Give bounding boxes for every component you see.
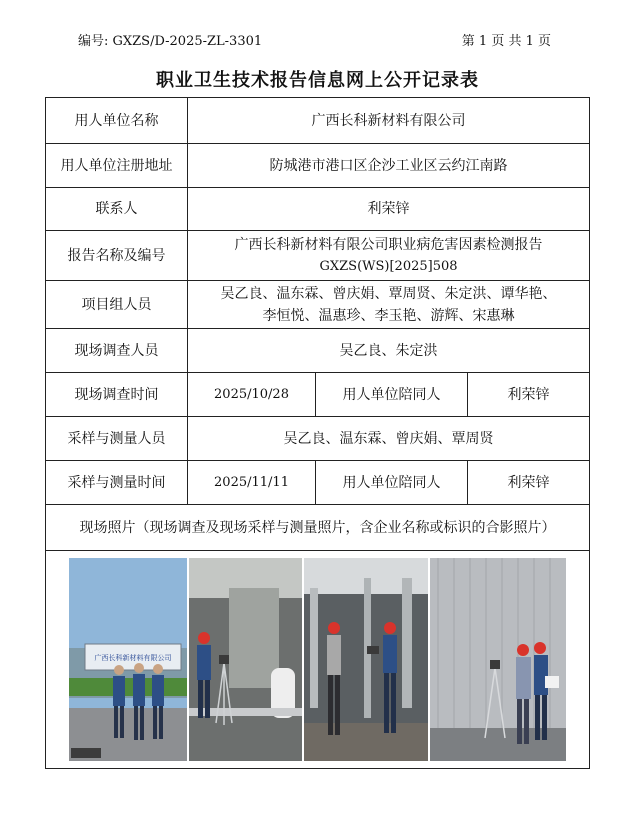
photo-strip xyxy=(46,558,589,761)
sampling-escort: 利荣锌 xyxy=(468,461,590,505)
row-survey-staff xyxy=(46,329,590,373)
report-name: 广西长科新材料有限公司职业病危害因素检测报告 xyxy=(234,236,543,253)
employer-name-value: 广西长科新材料有限公司 xyxy=(188,98,590,144)
row-report xyxy=(46,231,590,281)
report-value xyxy=(188,231,590,281)
team-label: 项目组人员 xyxy=(46,281,188,329)
page-title: 职业卫生技术报告信息网上公开记录表 xyxy=(156,70,479,91)
employer-name-label: 用人单位名称 xyxy=(46,98,188,144)
photos-cell xyxy=(46,551,590,769)
photo-sign-text: 广西长科新材料有限公司 xyxy=(94,654,172,662)
photo-indoor-sampling xyxy=(189,558,302,761)
page-info: 第 1 页 共 1 页 xyxy=(461,34,551,49)
survey-staff-label: 现场调查人员 xyxy=(46,329,188,373)
sampling-date: 2025/11/11 xyxy=(188,461,316,505)
team-value xyxy=(188,281,590,329)
survey-escort-label: 用人单位陪同人 xyxy=(316,373,468,417)
survey-escort: 利荣锌 xyxy=(468,373,590,417)
survey-date: 2025/10/28 xyxy=(188,373,316,417)
employer-address-value: 防城港市港口区企沙工业区云约江南路 xyxy=(188,144,590,188)
row-employer-address xyxy=(46,144,590,188)
photos-caption: 现场照片（现场调查及现场采样与测量照片，含企业名称或标识的合影照片） xyxy=(46,505,590,551)
report-number: GXZS(WS)[2025]508 xyxy=(319,258,458,274)
photo-pipe-area-sampling xyxy=(304,558,428,761)
document-code: 编号: GXZS/D-2025-ZL-3301 xyxy=(78,34,263,49)
row-sampling-time xyxy=(46,461,590,505)
row-sampling-staff xyxy=(46,417,590,461)
team-members-line1: 吴乙良、温东霖、曾庆娟、覃周贤、朱定洪、谭华艳、 xyxy=(220,285,557,302)
sampling-staff-value: 吴乙良、温东霖、曾庆娟、覃周贤 xyxy=(188,417,590,461)
row-employer-name xyxy=(46,98,590,144)
sampling-escort-label: 用人单位陪同人 xyxy=(316,461,468,505)
photo-tank-area-sampling xyxy=(430,558,566,761)
row-team xyxy=(46,281,590,329)
survey-time-label: 现场调查时间 xyxy=(46,373,188,417)
contact-value: 利荣锌 xyxy=(188,188,590,231)
sampling-staff-label: 采样与测量人员 xyxy=(46,417,188,461)
row-photos xyxy=(46,551,590,769)
contact-label: 联系人 xyxy=(46,188,188,231)
row-contact xyxy=(46,188,590,231)
row-photos-caption xyxy=(46,505,590,551)
employer-address-label: 用人单位注册地址 xyxy=(46,144,188,188)
record-table xyxy=(45,97,590,769)
row-survey-time xyxy=(46,373,590,417)
team-members-line2: 李恒悦、温惠珍、李玉艳、游辉、宋惠琳 xyxy=(262,307,515,324)
sampling-time-label: 采样与测量时间 xyxy=(46,461,188,505)
survey-staff-value: 吴乙良、朱定洪 xyxy=(188,329,590,373)
report-label: 报告名称及编号 xyxy=(46,231,188,281)
photo-group-at-sign xyxy=(69,558,187,761)
